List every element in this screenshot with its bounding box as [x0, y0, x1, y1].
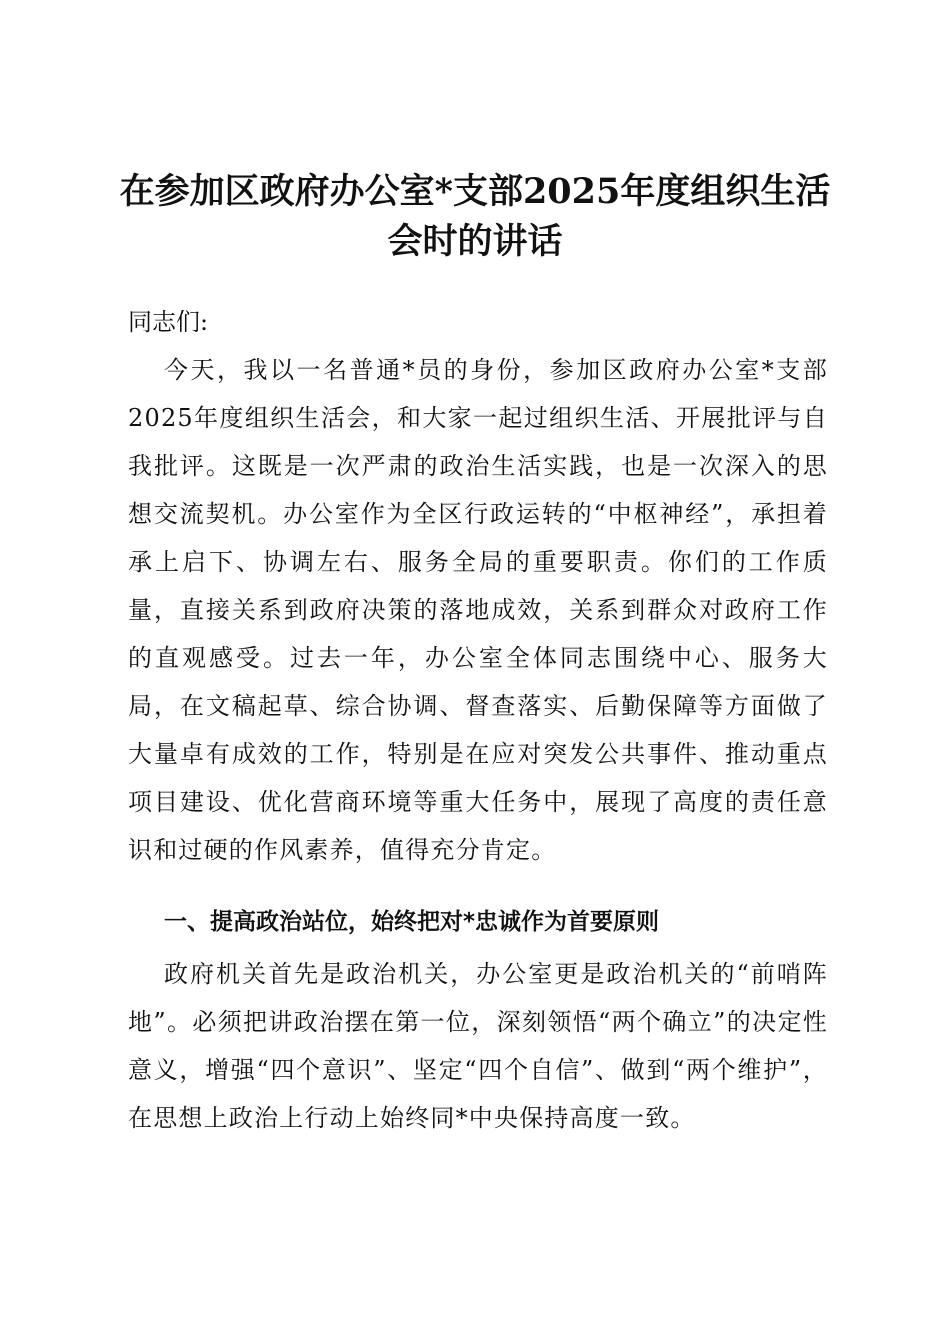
paragraph-1: 今天，我以一名普通*员的身份，参加区政府办公室*支部2025年度组织生活会，和大家一起过组织生活、开展批评与自我批评。这既是一次严肃的政治生活实践，也是一次深入的思想交流契机。办公室作为全区行政运转的“中枢神经”，承担着承上启下、协调左右、服务全局的重要职责。你们的工作质量，直接关系到政府决策的落地成效，关系到群众对政府工作的直观感受。过去一年，办公室全体同志围绕中心、服务大局，在文稿起草、综合协调、督查落实、后勤保障等方面做了大量卓有成效的工作，特别是在应对突发公共事件、推动重点项目建设、优化营商环境等重大任务中，展现了高度的责任意识和过硬的作风素养，值得充分肯定。: [128, 356, 828, 864]
paragraph-2: 政府机关首先是政治机关，办公室更是政治机关的“前哨阵地”。必须把讲政治摆在第一位，深刻领悟“两个确立”的决定性意义，增强“四个意识”、坚定“四个自信”、做到“两个维护”，在思想上政治上行动上始终同*中央保持高度一致。: [128, 960, 828, 1132]
section-heading-1: 一、提高政治站位，始终把对*忠诚作为首要原则: [164, 909, 660, 935]
document-title-line-1: 在参加区政府办公室*支部2025年度组织生活: [119, 171, 831, 212]
greeting: 同志们:: [128, 308, 209, 336]
document-title-line-2: 会时的讲话: [387, 221, 563, 262]
